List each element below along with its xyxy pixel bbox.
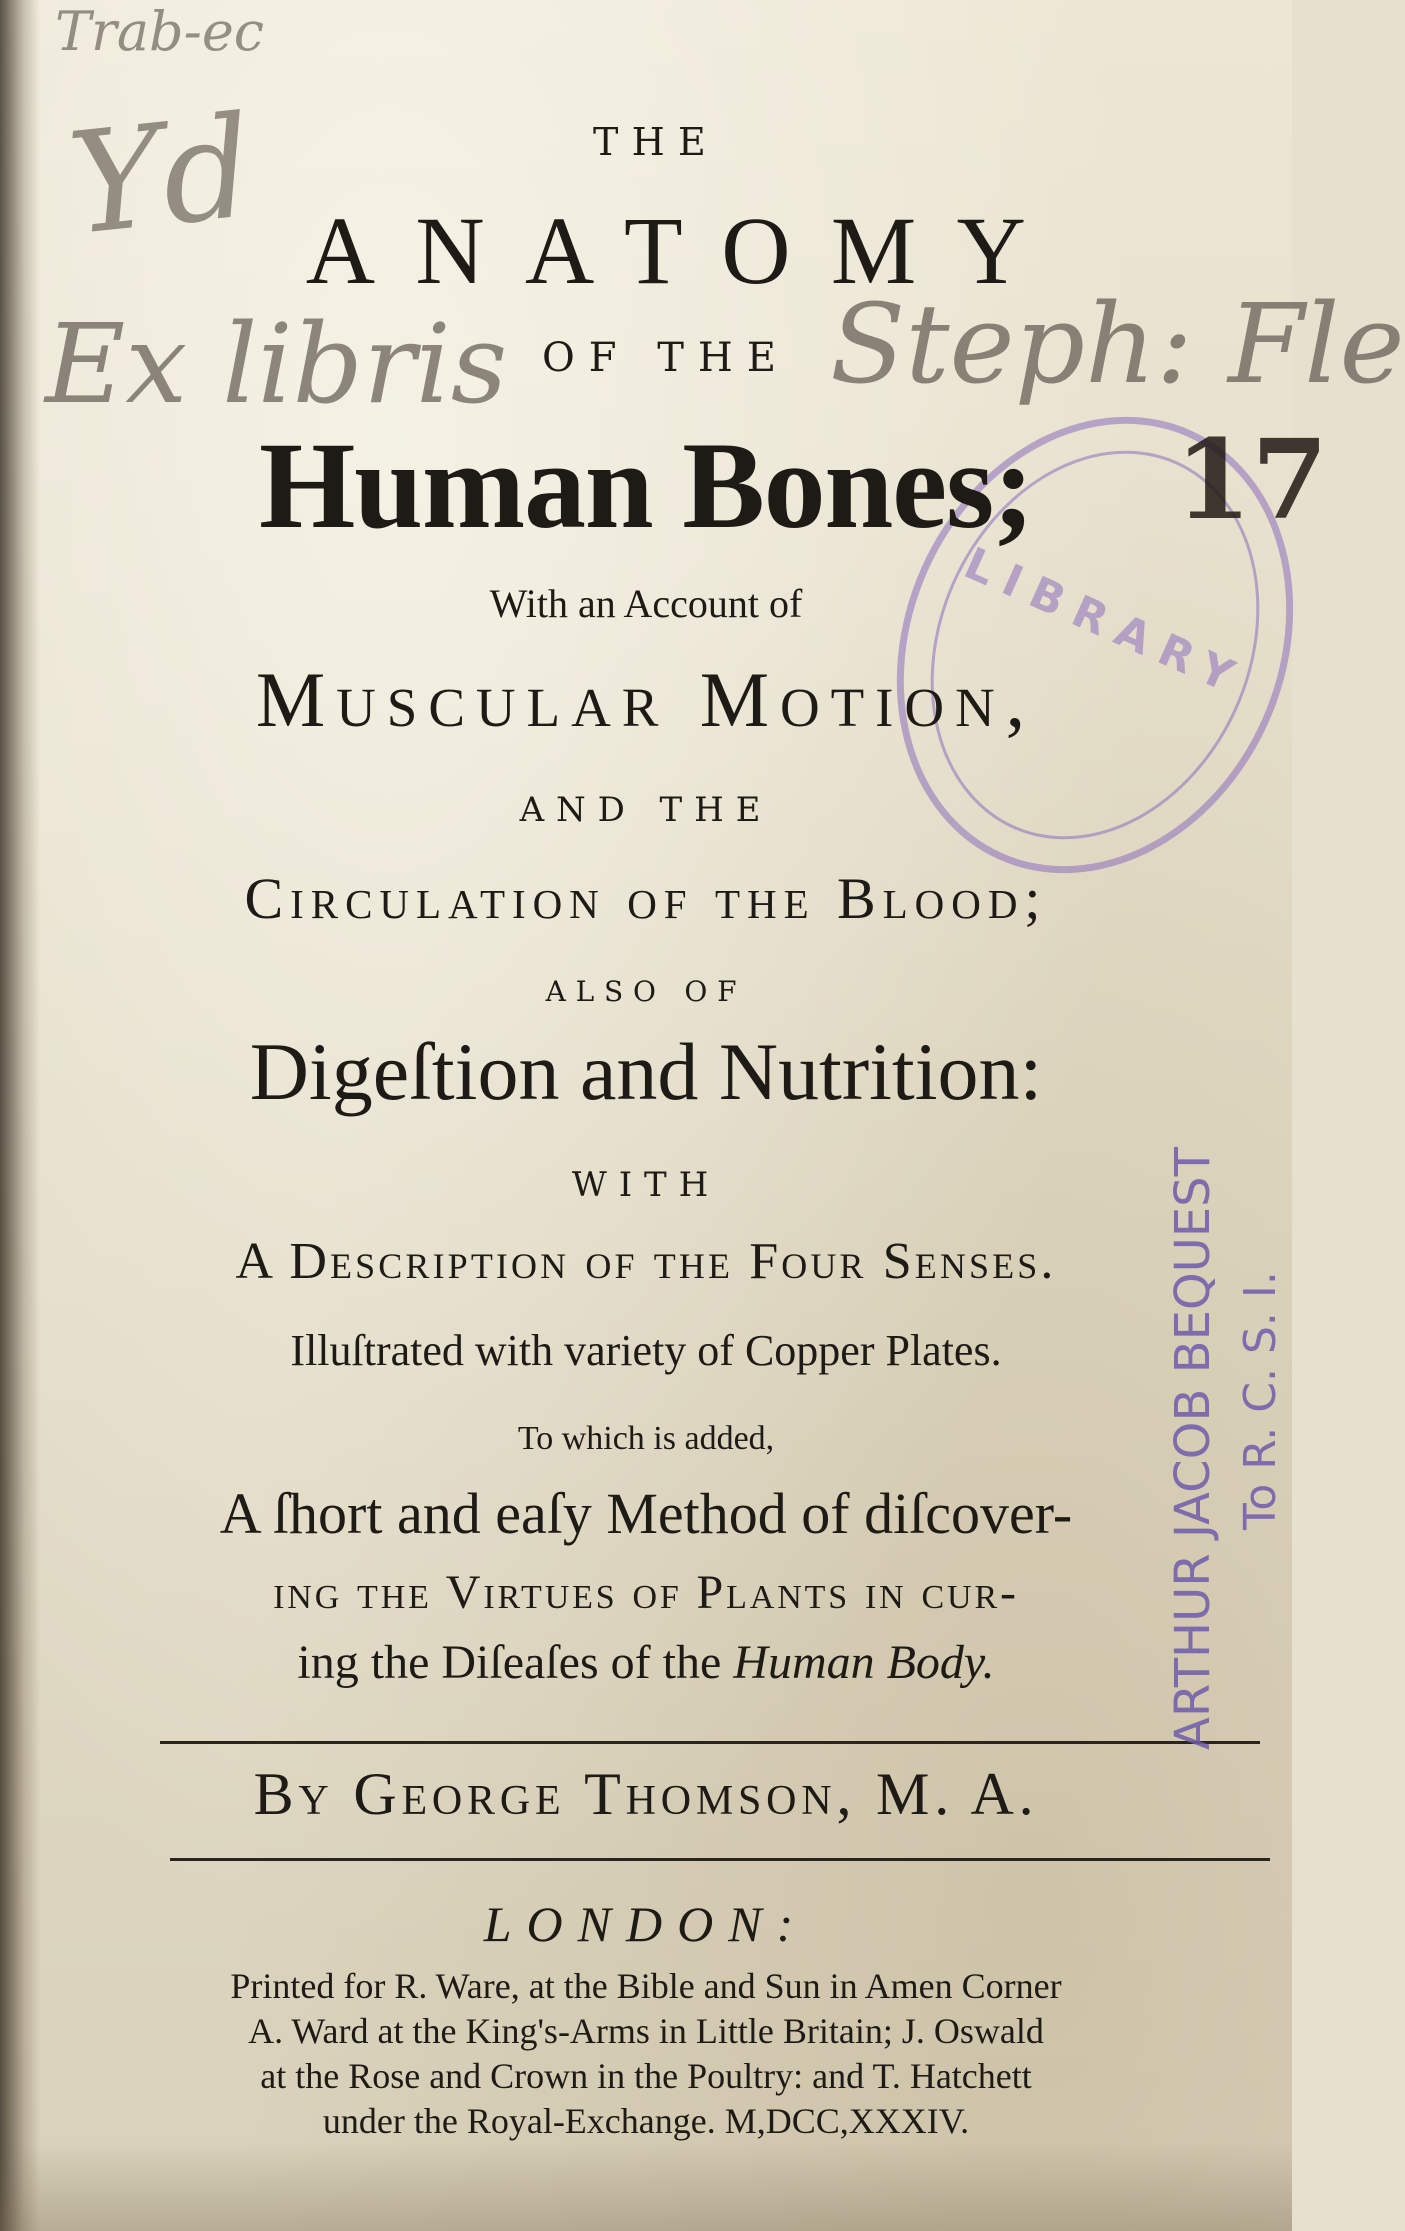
handwritten-owner: Steph: Fle	[830, 280, 1405, 408]
handwritten-shelf-mark: Yd	[61, 85, 261, 268]
title-the: THE	[592, 120, 720, 164]
handwritten-top-note: Trab-ec	[55, 0, 265, 63]
title-human-bones: Human Bones;	[258, 417, 1034, 554]
imprint-line-3: at the Rose and Crown in the Poultry: and T. Hatchett	[260, 2056, 1032, 2096]
page-edge-shadow	[0, 2141, 1292, 2231]
subtitle-digestion: Digeſtion and Nutrition:	[249, 1026, 1043, 1117]
method-line-3-text: ing the Diſeaſes of the	[297, 1636, 722, 1689]
subtitle-illustrated: Illuſtrated with variety of Copper Plates.	[290, 1326, 1002, 1375]
imprint-line-1: Printed for R. Ware, at the Bible and Sun in Amen Corner	[230, 1966, 1062, 2006]
handwritten-ex-libris: Ex libris	[45, 300, 508, 428]
handwritten-year-fragment: 17	[1175, 415, 1329, 544]
subtitle-with-account: With an Account of	[489, 581, 803, 626]
subtitle-also-of: ALSO OF	[545, 975, 747, 1008]
method-line-1: A ſhort and eaſy Method of diſcover-	[219, 1481, 1073, 1546]
subtitle-with: WITH	[571, 1165, 721, 1205]
subtitle-description: A Description of the Four Senses.	[235, 1233, 1057, 1290]
place-london: LONDON:	[483, 1896, 809, 1952]
rule-bottom	[170, 1858, 1270, 1861]
stamp-label: LIBRARY	[956, 537, 1254, 708]
bequest-stamp-line-2: To R. C. S. I.	[1235, 1271, 1286, 1530]
subtitle-and-the: AND THE	[519, 790, 773, 830]
subtitle-muscular-motion: Muscular Motion,	[255, 656, 1037, 743]
method-line-3-italic: Human Body.	[733, 1636, 995, 1689]
rule-top	[160, 1741, 1260, 1744]
title-anatomy: ANATOMY	[305, 197, 1067, 304]
subtitle-to-which: To which is added,	[517, 1420, 775, 1457]
title-of-the: OF THE	[541, 335, 791, 381]
method-line-2-text: ing the Virtues of Plants in cur-	[273, 1566, 1019, 1619]
subtitle-circulation: Circulation of the Blood;	[244, 866, 1048, 931]
imprint-line-2: A. Ward at the King's-Arms in Little Britain; J. Oswald	[248, 2011, 1044, 2051]
bequest-stamp-line-1: ARTHUR JACOB BEQUEST	[1165, 1147, 1221, 1750]
author-line: By George Thomson, M. A.	[253, 1761, 1039, 1827]
method-line-2	[0, 1565, 1292, 1620]
imprint-line-4: under the Royal-Exchange. M,DCC,XXXIV.	[322, 2101, 970, 2141]
method-line-3	[0, 1635, 1292, 1690]
